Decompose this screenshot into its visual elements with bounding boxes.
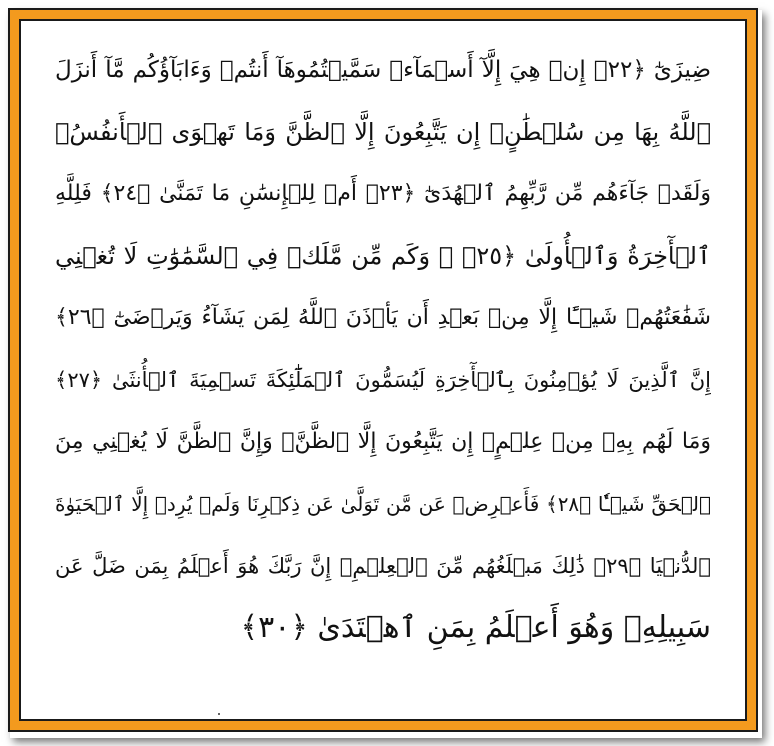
verse-line: ٱلۡحَقِّ شَيۡـٔٗا ﴿٢٨﴾ فَأَعۡرِضۡ عَن مَّن تَوَلَّىٰ عَن ذِكۡرِنَا وَلَمۡ يُرِدۡ إِلَّا ٱلۡحَيَوٰةَ xyxy=(55,492,711,516)
verse-line: وَلَقَدۡ جَآءَهُم مِّن رَّبِّهِمُ ٱلۡهُدَىٰٓ ﴿٢٣﴾ أَمۡ لِلۡإِنسَٰنِ مَا تَمَنَّىٰ ﴿٢٤﴾ فَلِلَّهِ xyxy=(55,181,711,206)
page-paper xyxy=(19,19,747,721)
verse-line: إِنَّ ٱلَّذِينَ لَا يُؤۡمِنُونَ بِٱلۡأٓخِرَةِ لَيُسَمُّونَ ٱلۡمَلَٰٓئِكَةَ تَسۡمِيَةَ ٱلۡأُنثَىٰ ﴿٢٧﴾ xyxy=(55,368,711,392)
verse-line: ٱللَّهُ بِهَا مِن سُلۡطَٰنٍۚ إِن يَتَّبِعُونَ إِلَّا ٱلظَّنَّ وَمَا تَهۡوَى ٱلۡأَنفُسُۖ xyxy=(55,118,711,146)
verse-line: وَمَا لَهُم بِهِۦ مِنۡ عِلۡمٍۖ إِن يَتَّبِعُونَ إِلَّا ٱلظَّنَّۖ وَإِنَّ ٱلظَّنَّ لَا يُغۡنِي مِنَ xyxy=(55,429,711,454)
verse-line: ضِيزَىٰٓ ﴿٢٢﴾ إِنۡ هِيَ إِلَّآ أَسۡمَآءٞ سَمَّيۡتُمُوهَآ أَنتُمۡ وَءَابَآؤُكُم مَّآ أَنزَلَ xyxy=(55,57,711,83)
orange-frame xyxy=(8,8,758,732)
stray-dot xyxy=(218,713,220,715)
verse-line: شَفَٰعَتُهُمۡ شَيۡـًٔا إِلَّا مِنۢ بَعۡدِ أَن يَأۡذَنَ ٱللَّهُ لِمَن يَشَآءُ وَيَرۡضَىٰٓ ﴿٢٦﴾ xyxy=(55,305,711,330)
verse-line: سَبِيلِهِۦ وَهُوَ أَعۡلَمُ بِمَنِ ٱهۡتَدَىٰ ﴿٣٠﴾ xyxy=(240,610,711,645)
verse-line: ٱلدُّنۡيَا ﴿٢٩﴾ ذَٰلِكَ مَبۡلَغُهُم مِّنَ ٱلۡعِلۡمِۚ إِنَّ رَبَّكَ هُوَ أَعۡلَمُ بِمَن ضَلَّ عَن xyxy=(55,554,711,578)
verse-text-block xyxy=(55,39,711,709)
verse-line: ٱلۡأٓخِرَةُ وَٱلۡأُولَىٰ ﴿٢٥﴾ ۞ وَكَم مِّن مَّلَكٖ فِي ٱلسَّمَٰوَٰتِ لَا تُغۡنِي xyxy=(55,242,711,270)
